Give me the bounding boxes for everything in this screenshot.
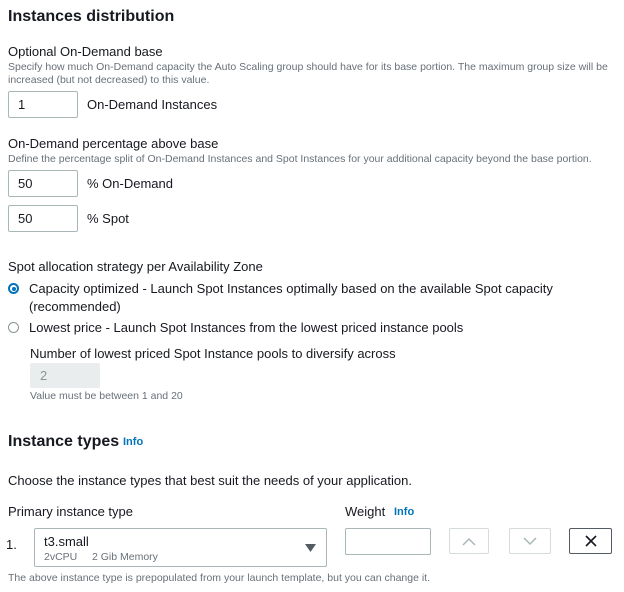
- radio-capacity-optimized[interactable]: [8, 283, 19, 294]
- ondemand-percentage-suffix: % On-Demand: [87, 176, 173, 191]
- weight-label: Weight: [345, 504, 386, 519]
- close-icon: [584, 534, 598, 548]
- weight-info-link[interactable]: Info: [394, 506, 415, 518]
- ondemand-percentage-input[interactable]: 50: [8, 170, 78, 197]
- spot-pools-input[interactable]: 2: [30, 363, 100, 388]
- radio-lowest-price[interactable]: [8, 322, 19, 333]
- ondemand-base-input[interactable]: 1: [8, 91, 78, 118]
- ondemand-percentage-description: Define the percentage split of On-Demand Instances and Spot Instances for your additional capacity beyond the base portion.: [8, 153, 592, 165]
- instance-types-description: Choose the instance types that best suit the needs of your application.: [8, 473, 412, 488]
- spot-percentage-suffix: % Spot: [87, 211, 129, 226]
- selected-instance-type: t3.small: [44, 534, 89, 549]
- selected-memory: 2 Gib Memory: [92, 551, 158, 563]
- chevron-down-icon: [523, 537, 537, 546]
- spot-strategy-label: Spot allocation strategy per Availability Zone: [8, 259, 263, 274]
- ondemand-base-label: Optional On-Demand base: [8, 44, 163, 59]
- selected-cpu: 2vCPU: [44, 551, 78, 563]
- ondemand-base-description: Specify how much On-Demand capacity the Auto Scaling group should have for its base portion. The maximum group size will be increased (but not decreased) to this value.: [8, 61, 608, 86]
- ondemand-base-suffix: On-Demand Instances: [87, 97, 218, 112]
- caret-down-icon: [305, 544, 316, 552]
- remove-button[interactable]: [569, 528, 612, 554]
- capacity-optimized-line1: Capacity optimized - Launch Spot Instances optimally based on the available Spot capacity: [29, 281, 553, 296]
- instance-type-footer-note: The above instance type is prepopulated from your launch template, but you can change it.: [8, 572, 431, 584]
- spot-pools-label: Number of lowest priced Spot Instance pools to diversify across: [30, 346, 396, 361]
- section-title-distribution: Instances distribution: [8, 8, 175, 25]
- weight-input[interactable]: [345, 528, 431, 555]
- spot-percentage-input[interactable]: 50: [8, 205, 78, 232]
- ondemand-percentage-label: On-Demand percentage above base: [8, 136, 219, 151]
- spot-pools-hint: Value must be between 1 and 20: [30, 390, 183, 402]
- row-number: 1.: [6, 537, 17, 552]
- section-title-instance-types: Instance types: [8, 433, 120, 450]
- capacity-optimized-label[interactable]: [29, 280, 553, 316]
- move-down-button[interactable]: [509, 528, 551, 554]
- chevron-up-icon: [462, 537, 476, 546]
- primary-instance-type-select[interactable]: [34, 528, 327, 567]
- instance-types-info-link[interactable]: Info: [123, 436, 144, 448]
- capacity-optimized-line2: (recommended): [29, 299, 121, 314]
- primary-instance-type-label: Primary instance type: [8, 504, 133, 519]
- lowest-price-label[interactable]: Lowest price - Launch Spot Instances from the lowest priced instance pools: [29, 320, 464, 335]
- move-up-button[interactable]: [449, 528, 489, 554]
